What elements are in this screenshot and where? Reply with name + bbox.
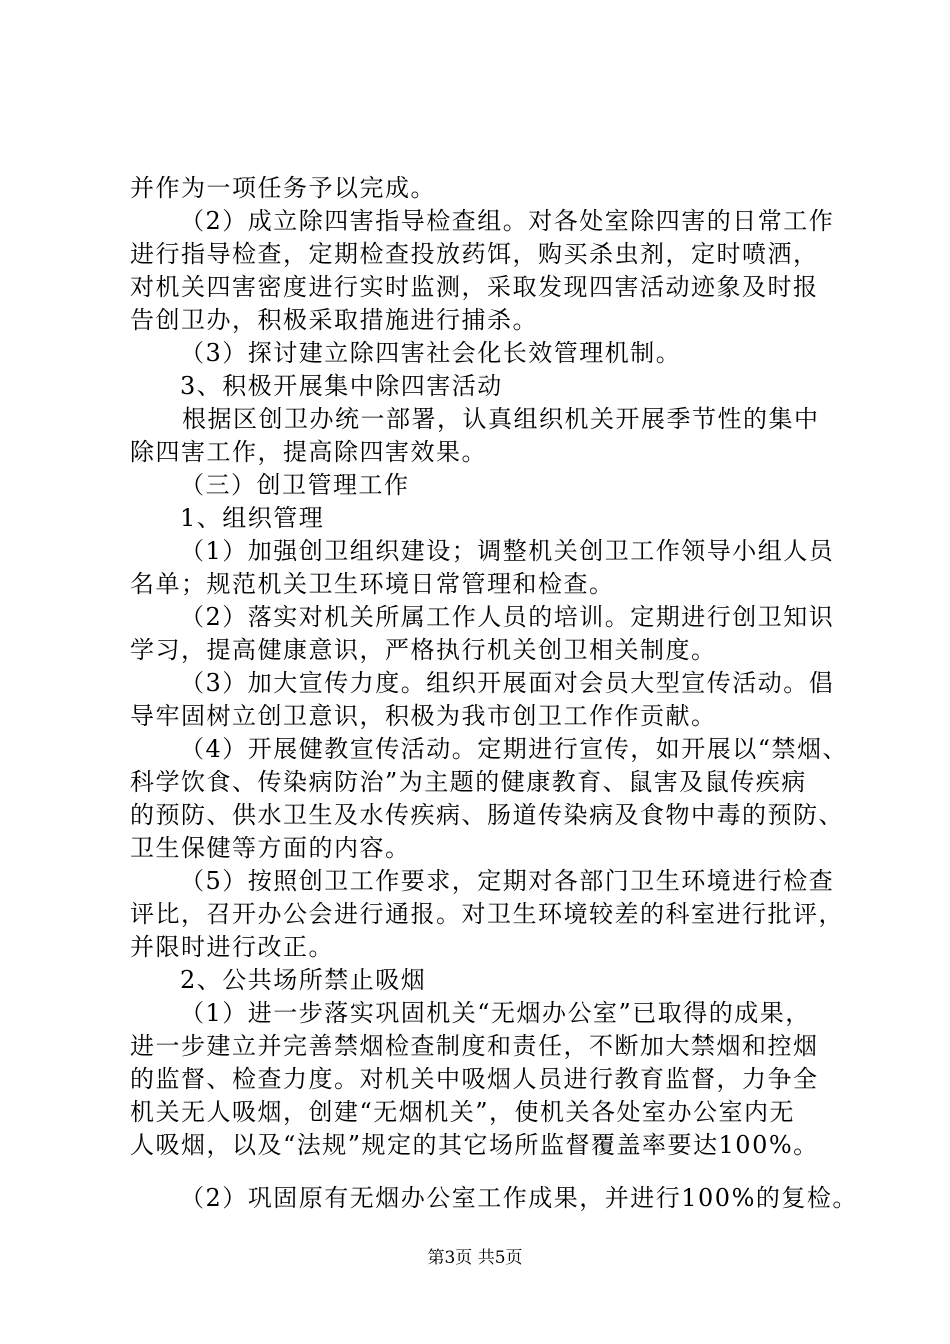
section-heading: 3、积极开展集中除四害活动 (180, 372, 503, 400)
text-line: 根据区创卫办统一部署，认真组织机关开展季节性的集中 (182, 405, 820, 433)
text-line: 的预防、供水卫生及水传疾病、肠道传染病及食物中毒的预防、 (130, 801, 844, 829)
text-line: 进一步建立并完善禁烟检查制度和责任，不断加大禁烟和控烟 (130, 1032, 819, 1060)
text-line: （1）加强创卫组织建设；调整机关创卫工作领导小组人员 (180, 537, 835, 565)
text-line: 的监督、检查力度。对机关中吸烟人员进行教育监督，力争全 (130, 1065, 819, 1093)
text-line: （4）开展健教宣传活动。定期进行宣传，如开展以“禁烟、 (180, 735, 849, 763)
text-line: 除四害工作，提高除四害效果。 (130, 438, 487, 466)
text-line: （5）按照创卫工作要求，定期对各部门卫生环境进行检查 (180, 867, 835, 895)
text-line: 并限时进行改正。 (130, 933, 334, 961)
section-heading: （三）创卫管理工作 (180, 471, 410, 499)
text-line: （3）探讨建立除四害社会化长效管理机制。 (180, 339, 682, 367)
text-line: 并作为一项任务予以完成。 (130, 174, 436, 202)
section-heading: 1、组织管理 (180, 504, 325, 532)
text-line: 学习，提高健康意识，严格执行机关创卫相关制度。 (130, 636, 717, 664)
text-line: （2）成立除四害指导检查组。对各处室除四害的日常工作 (180, 207, 835, 235)
text-line: 导牢固树立创卫意识，积极为我市创卫工作作贡献。 (130, 702, 717, 730)
section-heading: 2、公共场所禁止吸烟 (180, 966, 427, 994)
text-line: 人吸烟，以及“法规”规定的其它场所监督覆盖率要达100%。 (130, 1131, 819, 1159)
text-line: 科学饮食、传染病防治”为主题的健康教育、鼠害及鼠传疾病 (130, 768, 807, 796)
text-line: （3）加大宣传力度。组织开展面对会员大型宣传活动。倡 (180, 669, 835, 697)
text-line: 评比，召开办公会进行通报。对卫生环境较差的科室进行批评， (130, 900, 844, 928)
text-line: （2）落实对机关所属工作人员的培训。定期进行创卫知识 (180, 603, 835, 631)
text-line: 名单；规范机关卫生环境日常管理和检查。 (130, 570, 615, 598)
text-line: 机关无人吸烟，创建“无烟机关”，使机关各处室办公室内无 (130, 1098, 796, 1126)
text-line: 对机关四害密度进行实时监测，采取发现四害活动迹象及时报 (130, 273, 819, 301)
text-line: 卫生保健等方面的内容。 (130, 834, 411, 862)
text-line: （2）巩固原有无烟办公室工作成果，并进行100%的复检。 (180, 1184, 858, 1212)
page-footer: 第3页 共5页 (427, 1248, 523, 1268)
text-line: 进行指导检查，定期检查投放药饵，购买杀虫剂，定时喷洒， (130, 240, 819, 268)
text-line: 告创卫办，积极采取措施进行捕杀。 (130, 306, 538, 334)
text-line: （1）进一步落实巩固机关“无烟办公室”已取得的成果， (180, 999, 811, 1027)
